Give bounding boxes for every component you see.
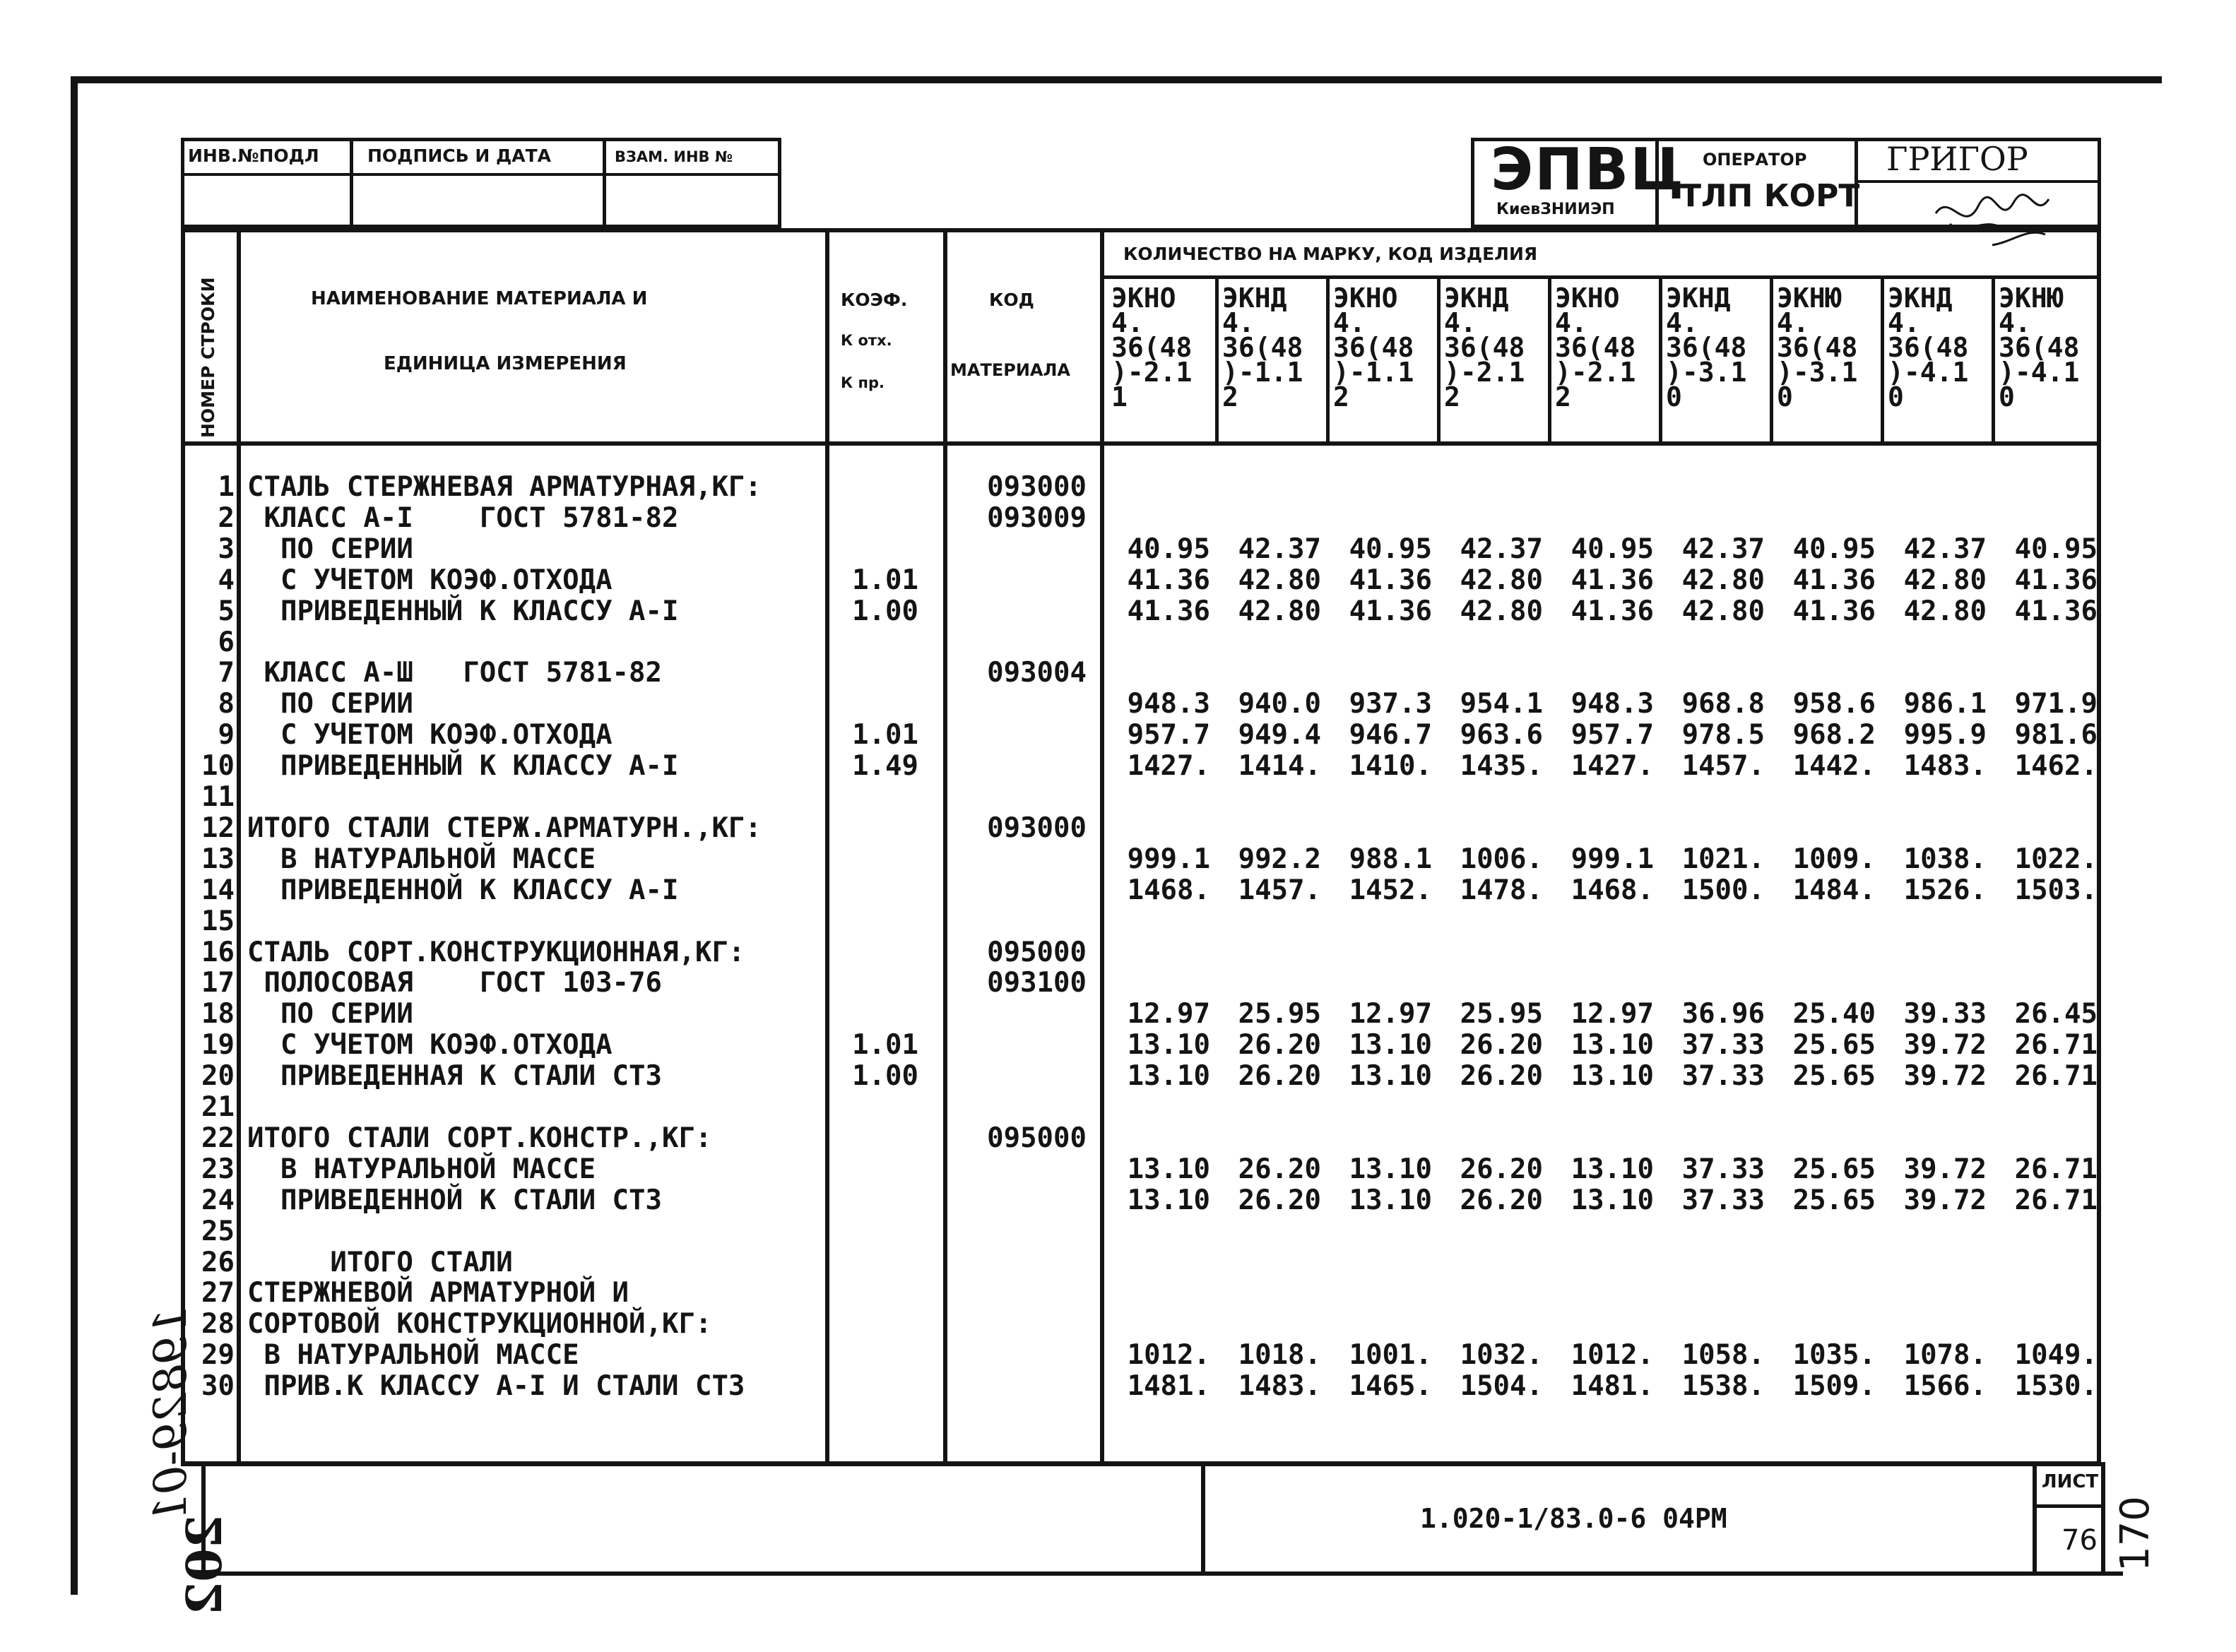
quantity-value: 940.0 <box>1238 688 1321 720</box>
product-code-line: )-2.1 <box>1555 357 1636 388</box>
quantity-value: 41.36 <box>1349 595 1432 627</box>
quantity-value: 42.80 <box>1238 564 1321 596</box>
quantity-value: 26.20 <box>1460 1060 1543 1093</box>
row-number: 9 <box>218 719 235 751</box>
footer-sheet-divider <box>2033 1504 2101 1508</box>
quantity-value: 42.80 <box>1681 564 1765 596</box>
quantity-value: 1566. <box>1903 1370 1987 1403</box>
material-code: 093009 <box>987 501 1087 534</box>
org-title: ЭПВЦ <box>1491 136 1686 203</box>
vzam-inv-label: ВЗАМ. ИНВ № <box>615 148 733 165</box>
product-code-line: )-3.1 <box>1666 357 1747 388</box>
material-name: ПРИВЕДЕННЫЙ К КЛАССУ А-I <box>247 595 679 627</box>
product-code-line: 4. <box>1999 307 2031 338</box>
coefficient: 1.01 <box>852 1029 918 1062</box>
product-code-line: )-1.1 <box>1222 357 1303 388</box>
material-name: В НАТУРАЛЬНОЙ МАССЕ <box>247 1339 579 1372</box>
quantity-value: 1530. <box>2014 1370 2098 1403</box>
coef-header-line3: К пр. <box>841 374 885 391</box>
quantity-value: 13.10 <box>1127 1153 1210 1185</box>
product-code-line: 2 <box>1222 381 1238 412</box>
quantity-value: 1465. <box>1349 1370 1432 1403</box>
quantity-value: 1018. <box>1238 1339 1321 1372</box>
document-code: 1.020-1/83.0-6 04РМ <box>1420 1503 1727 1534</box>
quantity-value: 1012. <box>1127 1339 1210 1372</box>
row-number: 29 <box>201 1339 235 1372</box>
material-name: ПО СЕРИИ <box>247 688 413 720</box>
product-code-line: 36(48 <box>1555 332 1636 363</box>
coefficient: 1.01 <box>852 564 918 596</box>
quantity-value: 971.9 <box>2014 688 2098 720</box>
org-subtitle: КиевЗНИИЭП <box>1496 201 1615 218</box>
row-number: 11 <box>201 781 235 813</box>
row-number: 1 <box>218 471 235 503</box>
quantity-value: 37.33 <box>1681 1060 1765 1093</box>
product-code-line: 4. <box>1222 307 1255 338</box>
quantity-value: 42.80 <box>1681 595 1765 627</box>
coef-header-line1: КОЭФ. <box>841 290 908 310</box>
quantity-value: 1481. <box>1570 1370 1654 1403</box>
material-name: СТАЛЬ СТЕРЖНЕВАЯ АРМАТУРНАЯ,КГ: <box>247 471 762 503</box>
quantity-value: 1058. <box>1681 1339 1765 1372</box>
product-code-line: )-3.1 <box>1777 357 1858 388</box>
quantity-value: 957.7 <box>1127 719 1210 751</box>
product-code-line: 1 <box>1111 381 1128 412</box>
row-number: 5 <box>218 595 235 627</box>
quantity-value: 1435. <box>1460 750 1543 783</box>
quantity-value: 1414. <box>1238 750 1321 783</box>
product-code-line: 4. <box>1111 307 1144 338</box>
product-code-line: 0 <box>1888 381 1904 412</box>
row-number: 17 <box>201 967 235 999</box>
product-code-line: )-2.1 <box>1444 357 1525 388</box>
quantity-value: 1509. <box>1792 1370 1876 1403</box>
quantity-value: 39.72 <box>1903 1060 1987 1093</box>
material-name: ИТОГО СТАЛИ <box>247 1246 513 1278</box>
quantity-value: 1481. <box>1127 1370 1210 1403</box>
sheet-number: 76 <box>2062 1524 2098 1557</box>
material-name: ИТОГО СТАЛИ СТЕРЖ.АРМАТУРН.,КГ: <box>247 812 762 844</box>
quantity-value: 42.37 <box>1903 533 1987 565</box>
quantity-value: 25.65 <box>1792 1060 1876 1093</box>
material-code: 093004 <box>987 657 1087 689</box>
frame-top-line <box>71 76 2162 83</box>
quantity-value: 40.95 <box>2014 533 2098 565</box>
material-name: ПРИВЕДЕННЫЙ К КЛАССУ А-I <box>247 750 679 783</box>
quantity-value: 39.72 <box>1903 1153 1987 1185</box>
quantity-value: 42.37 <box>1460 533 1543 565</box>
quantity-value: 25.40 <box>1792 998 1876 1030</box>
product-code-line: ЭКНД <box>1666 283 1731 314</box>
material-name: ПРИВЕДЕННОЙ К СТАЛИ СТЗ <box>247 1184 662 1216</box>
department-name: ТЛП КОРТ <box>1680 178 1860 214</box>
quantity-value: 40.95 <box>1570 533 1654 565</box>
product-code-line: ЭКНЮ <box>1999 283 2064 314</box>
material-code: 095000 <box>987 936 1087 968</box>
quantity-value: 26.45 <box>2014 998 2098 1030</box>
material-name: СОРТОВОЙ КОНСТРУКЦИОННОЙ,КГ: <box>247 1308 712 1341</box>
header-divider <box>181 441 2101 446</box>
quantity-value: 1009. <box>1792 843 1876 875</box>
side-page-number: 202 <box>177 1515 233 1615</box>
quantity-value: 937.3 <box>1349 688 1432 720</box>
quantity-value: 36.96 <box>1681 998 1765 1030</box>
product-code-line: 0 <box>1777 381 1793 412</box>
quantity-value: 42.80 <box>1903 595 1987 627</box>
product-code-header <box>1888 283 1994 412</box>
row-number: 8 <box>218 688 235 720</box>
quantity-value: 37.33 <box>1681 1029 1765 1062</box>
material-name: С УЧЕТОМ КОЭФ.ОТХОДА <box>247 564 613 596</box>
sign-date-label: ПОДПИСЬ И ДАТА <box>367 145 552 166</box>
coefficient: 1.49 <box>852 750 918 783</box>
material-name: В НАТУРАЛЬНОЙ МАССЕ <box>247 1153 596 1185</box>
inv-podl-label: ИНВ.№ПОДЛ <box>188 145 319 166</box>
footer-right-line <box>2101 1462 2105 1575</box>
footer-top-line <box>181 1462 2101 1466</box>
row-number: 26 <box>201 1246 235 1278</box>
quantity-value: 1001. <box>1349 1339 1432 1372</box>
quantity-value: 41.36 <box>1349 564 1432 596</box>
product-code-line: 36(48 <box>1999 332 2080 363</box>
quantity-value: 1078. <box>1903 1339 1987 1372</box>
quantity-value: 42.37 <box>1681 533 1765 565</box>
material-name: ПРИВЕДЕННАЯ К СТАЛИ СТЗ <box>247 1060 662 1093</box>
quantity-value: 26.20 <box>1460 1029 1543 1062</box>
quantity-value: 1442. <box>1792 750 1876 783</box>
quantity-value: 949.4 <box>1238 719 1321 751</box>
approval-stamp-divider <box>181 173 781 176</box>
row-number: 6 <box>218 626 235 658</box>
side-inv-number: 19829-01 <box>145 1307 197 1523</box>
product-code-line: ЭКНД <box>1444 283 1509 314</box>
quantity-value: 26.20 <box>1460 1184 1543 1216</box>
material-name: ПО СЕРИИ <box>247 533 413 565</box>
row-number: 30 <box>201 1370 235 1403</box>
quantity-value: 978.5 <box>1681 719 1765 751</box>
quantity-value: 42.80 <box>1238 595 1321 627</box>
row-number: 13 <box>201 843 235 875</box>
quantity-value: 42.37 <box>1238 533 1321 565</box>
product-code-line: )-1.1 <box>1333 357 1414 388</box>
product-code-line: )-4.1 <box>1999 357 2080 388</box>
quantity-value: 1468. <box>1127 874 1210 906</box>
quantity-value: 995.9 <box>1903 719 1987 751</box>
quantity-value: 968.8 <box>1681 688 1765 720</box>
row-number: 7 <box>218 657 235 689</box>
quantity-value: 13.10 <box>1127 1060 1210 1093</box>
quantity-value: 1483. <box>1903 750 1987 783</box>
material-name: ПОЛОСОВАЯ ГОСТ 103-76 <box>247 967 662 999</box>
material-name: ПРИВ.К КЛАССУ А-I И СТАЛИ СТЗ <box>247 1370 745 1403</box>
quantity-value: 41.36 <box>1570 564 1654 596</box>
material-code: 093000 <box>987 471 1087 503</box>
quantity-value: 986.1 <box>1903 688 1987 720</box>
product-code-line: 36(48 <box>1888 332 1969 363</box>
quantity-value: 42.80 <box>1903 564 1987 596</box>
quantity-value: 999.1 <box>1127 843 1210 875</box>
quantity-value: 39.72 <box>1903 1184 1987 1216</box>
product-code-header <box>1444 283 1550 412</box>
product-code-line: 4. <box>1888 307 1920 338</box>
product-code-header <box>1555 283 1661 412</box>
quantity-value: 40.95 <box>1349 533 1432 565</box>
quantity-value: 39.33 <box>1903 998 1987 1030</box>
product-code-line: 4. <box>1333 307 1366 338</box>
quantity-value: 1504. <box>1460 1370 1543 1403</box>
product-code-line: 36(48 <box>1333 332 1414 363</box>
quantity-value: 1483. <box>1238 1370 1321 1403</box>
quantity-value: 1503. <box>2014 874 2098 906</box>
quantity-value: 37.33 <box>1681 1153 1765 1185</box>
quantity-value: 13.10 <box>1349 1029 1432 1062</box>
corner-number: 170 <box>2112 1496 2158 1571</box>
quantity-value: 26.20 <box>1460 1153 1543 1185</box>
operator-label: ОПЕРАТОР <box>1703 150 1807 170</box>
quantity-value: 13.10 <box>1570 1060 1654 1093</box>
quantity-header-divider <box>1104 275 2101 279</box>
quantity-value: 40.95 <box>1792 533 1876 565</box>
quantity-value: 13.10 <box>1349 1153 1432 1185</box>
quantity-value: 25.65 <box>1792 1029 1876 1062</box>
quantity-value: 12.97 <box>1349 998 1432 1030</box>
quantity-value: 954.1 <box>1460 688 1543 720</box>
quantity-value: 1484. <box>1792 874 1876 906</box>
material-code: 093100 <box>987 967 1087 999</box>
material-name: КЛАСС А-Ш ГОСТ 5781-82 <box>247 657 662 689</box>
row-number: 4 <box>218 564 235 596</box>
sheet-label: ЛИСТ <box>2042 1471 2099 1492</box>
product-code-line: )-4.1 <box>1888 357 1969 388</box>
quantity-value: 999.1 <box>1570 843 1654 875</box>
quantity-value: 26.20 <box>1238 1184 1321 1216</box>
product-code-line: ЭКНД <box>1888 283 1953 314</box>
product-code-header <box>1777 283 1883 412</box>
name-header-line1: НАИМЕНОВАНИЕ МАТЕРИАЛА И <box>311 288 648 309</box>
row-number: 16 <box>201 936 235 968</box>
product-code-line: 36(48 <box>1777 332 1858 363</box>
row-number: 22 <box>201 1122 235 1154</box>
quantity-value: 12.97 <box>1127 998 1210 1030</box>
frame-left-line <box>71 76 78 1595</box>
row-number: 21 <box>201 1091 235 1123</box>
coefficient: 1.00 <box>852 595 918 627</box>
quantity-value: 946.7 <box>1349 719 1432 751</box>
col-sep-rownum <box>237 228 241 1466</box>
quantity-value: 25.65 <box>1792 1153 1876 1185</box>
quantity-value: 13.10 <box>1349 1184 1432 1216</box>
quantity-value: 1500. <box>1681 874 1765 906</box>
product-code-header <box>1333 283 1439 412</box>
material-name: С УЧЕТОМ КОЭФ.ОТХОДА <box>247 719 613 751</box>
product-code-line: 4. <box>1444 307 1477 338</box>
product-code-line: )-2.1 <box>1111 357 1193 388</box>
row-number: 24 <box>201 1184 235 1216</box>
product-code-line: ЭКНД <box>1222 283 1287 314</box>
product-code-line: 0 <box>1999 381 2015 412</box>
product-code-line: ЭКНЮ <box>1777 283 1842 314</box>
quantity-value: 1468. <box>1570 874 1654 906</box>
material-code: 095000 <box>987 1122 1087 1154</box>
row-number: 20 <box>201 1060 235 1093</box>
product-code-line: 2 <box>1444 381 1460 412</box>
row-number: 15 <box>201 905 235 937</box>
quantity-value: 963.6 <box>1460 719 1543 751</box>
quantity-value: 957.7 <box>1570 719 1654 751</box>
quantity-value: 1038. <box>1903 843 1987 875</box>
quantity-value: 13.10 <box>1570 1153 1654 1185</box>
quantity-value: 968.2 <box>1792 719 1876 751</box>
quantity-value: 13.10 <box>1349 1060 1432 1093</box>
quantity-value: 1452. <box>1349 874 1432 906</box>
quantity-value: 41.36 <box>1570 595 1654 627</box>
name-header-line2: ЕДИНИЦА ИЗМЕРЕНИЯ <box>384 353 627 374</box>
quantity-header: КОЛИЧЕСТВО НА МАРКУ, КОД ИЗДЕЛИЯ <box>1123 244 1538 264</box>
product-code-line: ЭКНО <box>1555 283 1620 314</box>
material-name: ПО СЕРИИ <box>247 998 413 1030</box>
product-code-line: ЭКНО <box>1333 283 1398 314</box>
footer-sheet-sep <box>2033 1462 2037 1575</box>
quantity-value: 39.72 <box>1903 1029 1987 1062</box>
row-number: 19 <box>201 1029 235 1062</box>
quantity-value: 26.71 <box>2014 1184 2098 1216</box>
quantity-value: 41.36 <box>1792 564 1876 596</box>
coef-header-line2: К отх. <box>841 332 892 349</box>
quantity-value: 41.36 <box>2014 564 2098 596</box>
material-name: В НАТУРАЛЬНОЙ МАССЕ <box>247 843 596 875</box>
quantity-value: 1526. <box>1903 874 1987 906</box>
code-header-line1: КОД <box>989 290 1034 310</box>
quantity-value: 981.6 <box>2014 719 2098 751</box>
quantity-value: 13.10 <box>1127 1029 1210 1062</box>
product-code-line: 2 <box>1333 381 1349 412</box>
footer-bottom-line <box>201 1571 2123 1576</box>
quantity-value: 958.6 <box>1792 688 1876 720</box>
quantity-value: 1006. <box>1460 843 1543 875</box>
material-name: СТАЛЬ СОРТ.КОНСТРУКЦИОННАЯ,КГ: <box>247 936 745 968</box>
quantity-value: 42.80 <box>1460 564 1543 596</box>
quantity-value: 988.1 <box>1349 843 1432 875</box>
product-code-header <box>1111 283 1217 412</box>
quantity-value: 26.71 <box>2014 1153 2098 1185</box>
col-sep-name <box>825 228 829 1466</box>
row-number-header: НОМЕР СТРОКИ <box>198 277 218 438</box>
quantity-value: 13.10 <box>1570 1184 1654 1216</box>
material-name: ИТОГО СТАЛИ СОРТ.КОНСТР.,КГ: <box>247 1122 712 1154</box>
quantity-value: 1035. <box>1792 1339 1876 1372</box>
approval-stamp-sep1 <box>350 138 353 228</box>
material-code: 093000 <box>987 812 1087 844</box>
quantity-value: 992.2 <box>1238 843 1321 875</box>
quantity-value: 25.65 <box>1792 1184 1876 1216</box>
approval-stamp-sep2 <box>603 138 606 228</box>
row-number: 23 <box>201 1153 235 1185</box>
material-name: СТЕРЖНЕВОЙ АРМАТУРНОЙ И <box>247 1277 629 1309</box>
quantity-value: 1462. <box>2014 750 2098 783</box>
quantity-value: 1410. <box>1349 750 1432 783</box>
quantity-value: 26.71 <box>2014 1060 2098 1093</box>
footer-sep <box>1201 1462 1205 1575</box>
row-number: 18 <box>201 998 235 1030</box>
product-code-header <box>1666 283 1772 412</box>
quantity-value: 26.20 <box>1238 1153 1321 1185</box>
quantity-value: 13.10 <box>1127 1184 1210 1216</box>
quantity-value: 25.95 <box>1238 998 1321 1030</box>
material-name: ПРИВЕДЕННОЙ К КЛАССУ А-I <box>247 874 679 906</box>
quantity-value: 40.95 <box>1127 533 1210 565</box>
code-header-line2: МАТЕРИАЛА <box>950 360 1070 380</box>
row-number: 10 <box>201 750 235 783</box>
product-code-line: 4. <box>1555 307 1587 338</box>
quantity-value: 41.36 <box>1127 564 1210 596</box>
product-code-header <box>1222 283 1328 412</box>
quantity-value: 1427. <box>1570 750 1654 783</box>
quantity-value: 948.3 <box>1127 688 1210 720</box>
row-number: 2 <box>218 501 235 534</box>
row-number: 3 <box>218 533 235 565</box>
product-code-line: 2 <box>1555 381 1571 412</box>
quantity-value: 1021. <box>1681 843 1765 875</box>
product-code-line: 0 <box>1666 381 1682 412</box>
quantity-value: 1427. <box>1127 750 1210 783</box>
quantity-value: 1022. <box>2014 843 2098 875</box>
row-number: 28 <box>201 1308 235 1341</box>
coefficient: 1.01 <box>852 719 918 751</box>
quantity-value: 1012. <box>1570 1339 1654 1372</box>
quantity-value: 26.71 <box>2014 1029 2098 1062</box>
quantity-value: 41.36 <box>1792 595 1876 627</box>
quantity-value: 26.20 <box>1238 1060 1321 1093</box>
quantity-value: 41.36 <box>1127 595 1210 627</box>
quantity-value: 1538. <box>1681 1370 1765 1403</box>
quantity-value: 1478. <box>1460 874 1543 906</box>
operator-name: ГРИГОР <box>1886 140 2028 178</box>
product-code-line: 4. <box>1777 307 1809 338</box>
product-code-line: 36(48 <box>1444 332 1525 363</box>
quantity-value: 1457. <box>1681 750 1765 783</box>
product-code-line: 36(48 <box>1666 332 1747 363</box>
material-name: С УЧЕТОМ КОЭФ.ОТХОДА <box>247 1029 613 1062</box>
quantity-value: 948.3 <box>1570 688 1654 720</box>
row-number: 27 <box>201 1277 235 1309</box>
quantity-value: 26.20 <box>1238 1029 1321 1062</box>
quantity-value: 1457. <box>1238 874 1321 906</box>
quantity-value: 12.97 <box>1570 998 1654 1030</box>
quantity-value: 25.95 <box>1460 998 1543 1030</box>
coefficient: 1.00 <box>852 1060 918 1093</box>
quantity-value: 1032. <box>1460 1339 1543 1372</box>
col-sep-coef <box>943 228 947 1466</box>
row-number: 14 <box>201 874 235 906</box>
product-code-line: 36(48 <box>1111 332 1193 363</box>
operator-stamp-divider <box>1855 180 2101 183</box>
quantity-value: 37.33 <box>1681 1184 1765 1216</box>
product-code-line: 36(48 <box>1222 332 1303 363</box>
row-number: 25 <box>201 1215 235 1247</box>
row-number: 12 <box>201 812 235 844</box>
product-code-header <box>1999 283 2105 412</box>
quantity-value: 42.80 <box>1460 595 1543 627</box>
product-code-line: 4. <box>1666 307 1698 338</box>
product-code-line: ЭКНО <box>1111 283 1176 314</box>
quantity-value: 13.10 <box>1570 1029 1654 1062</box>
quantity-value: 41.36 <box>2014 595 2098 627</box>
material-name: КЛАСС А-I ГОСТ 5781-82 <box>247 501 679 534</box>
quantity-value: 1049. <box>2014 1339 2098 1372</box>
